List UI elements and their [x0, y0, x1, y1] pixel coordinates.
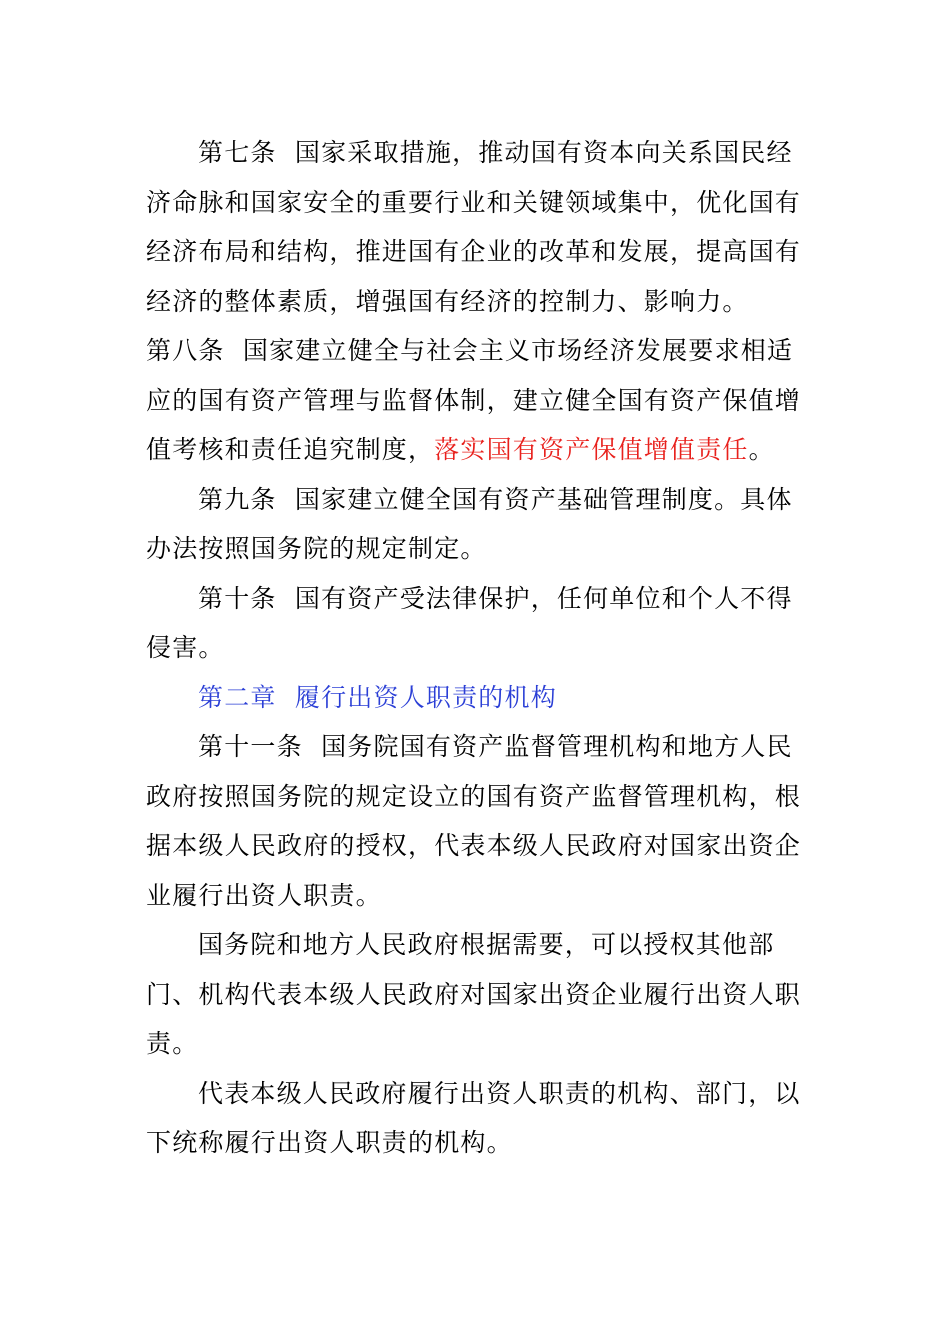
article-11 [146, 722, 806, 920]
document-page [146, 128, 806, 1168]
chapter-2-name: 履行出资人职责的机构 [294, 682, 557, 712]
article-7-text: 国家采取措施，推动国有资本向关系国民经济命脉和国家安全的重要行业和关键领域集中，优化国有经济布局和结构，推进国有企业的改革和发展，提高国有经济的整体素质，增强国有经济的控制力、影响力。 [146, 138, 802, 316]
chapter-2-title [146, 673, 806, 723]
chapter-2-heading: 第二章 [198, 682, 277, 712]
article-8-highlight: 落实国有资产保值增值责任 [434, 435, 749, 464]
article-9-text: 国家建立健全国有资产基础管理制度。具体办法按照国务院的规定制定。 [146, 484, 793, 563]
article-8-heading: 第八条 [146, 336, 225, 365]
article-9-heading: 第九条 [198, 484, 277, 514]
article-11-paragraph-3: 代表本级人民政府履行出资人职责的机构、部门，以下统称履行出资人职责的机构。 [146, 1078, 801, 1157]
article-7 [146, 128, 806, 326]
article-10-text: 国有资产受法律保护，任何单位和个人不得侵害。 [146, 583, 793, 662]
article-7-heading: 第七条 [198, 138, 277, 167]
article-10-heading: 第十条 [198, 583, 277, 613]
article-11-text: 国务院国有资产监督管理机构和地方人民政府按照国务院的规定设立的国有资产监督管理机构，根据本级人民政府的授权，代表本级人民政府对国家出资企业履行出资人职责。 [146, 732, 802, 910]
article-11-paragraph-2: 国务院和地方人民政府根据需要，可以授权其他部门、机构代表本级人民政府对国家出资企业履行出资人职责。 [146, 930, 802, 1058]
article-9 [146, 475, 806, 574]
article-8 [146, 326, 806, 475]
article-10 [146, 574, 806, 673]
article-8-end: 。 [748, 435, 775, 464]
article-11-heading: 第十一条 [198, 732, 303, 761]
article-8-text: 国家建立健全与社会主义市场经济发展要求相适应的国有资产管理与监督体制，建立健全国有资产保值增值考核和责任追究制度， [146, 336, 802, 464]
